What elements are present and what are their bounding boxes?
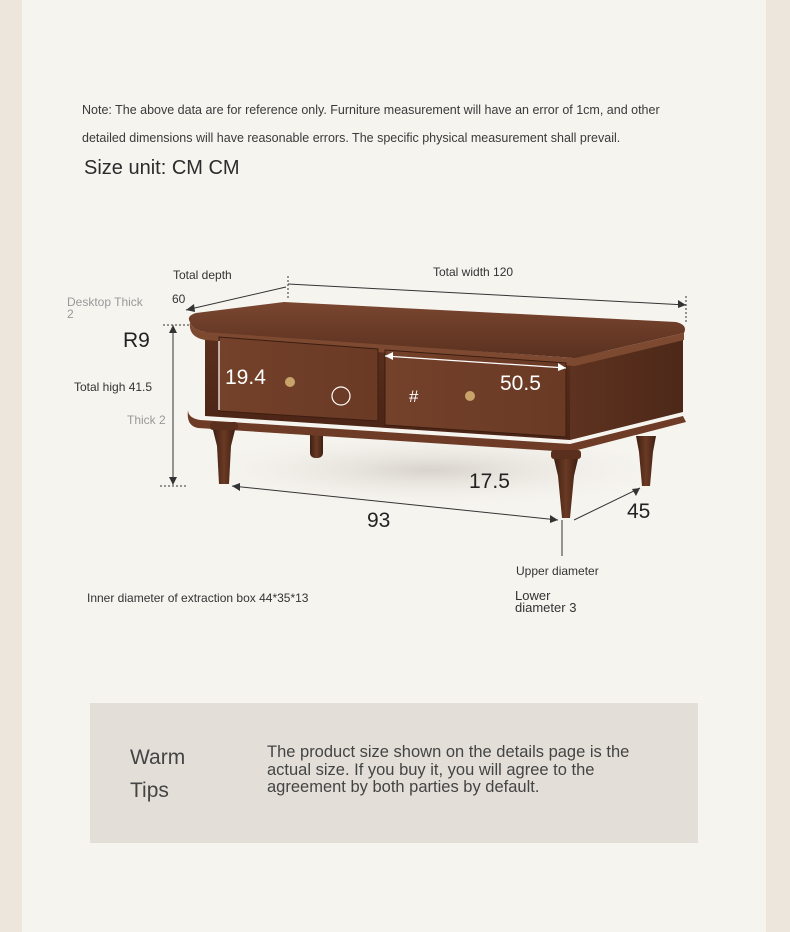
knob-right <box>465 391 475 401</box>
label-desktop-thick-value: 2 <box>67 307 74 321</box>
label-leg-span-depth: 45 <box>627 500 651 523</box>
label-lower-diameter-1: Lower <box>515 588 551 603</box>
label-corner-radius: R9 <box>123 329 150 352</box>
label-drawer-height: 19.4 <box>225 366 266 389</box>
label-inner-box: Inner diameter of extraction box 44*35*13 <box>87 591 309 605</box>
label-total-high: Total high 41.5 <box>74 380 153 394</box>
warm-tips-title-line-2: Tips <box>130 779 169 802</box>
label-total-depth: Total depth <box>173 268 232 282</box>
label-lower-diameter-2: diameter 3 <box>515 600 577 615</box>
label-leg-height: 17.5 <box>469 470 510 493</box>
label-drawer-width: 50.5 <box>500 372 541 395</box>
note-line-2: detailed dimensions will have reasonable errors. The specific physical measurement shall prevail. <box>82 131 621 145</box>
warm-tips-box <box>90 703 698 843</box>
warm-tips-text: The product size shown on the details page is the actual size. If you buy it, you will agree to the agreement by both parties by default. <box>267 743 630 796</box>
size-unit: Size unit: CM CM <box>84 157 240 179</box>
warm-tips-title-line-1: Warm <box>130 746 186 769</box>
label-thick: Thick 2 <box>127 413 166 427</box>
knob-left <box>285 377 295 387</box>
label-total-width: Total width 120 <box>433 265 514 279</box>
note-line-1: Note: The above data are for reference only. Furniture measurement will have an error of 1cm, and other <box>82 103 660 117</box>
label-hash: # <box>409 387 419 406</box>
label-total-depth-value: 60 <box>172 292 186 306</box>
label-desktop-thick: Desktop Thick <box>67 295 143 309</box>
warm-tips-title <box>130 741 185 807</box>
label-leg-span-width: 93 <box>367 509 391 532</box>
label-upper-diameter: Upper diameter <box>516 564 599 578</box>
